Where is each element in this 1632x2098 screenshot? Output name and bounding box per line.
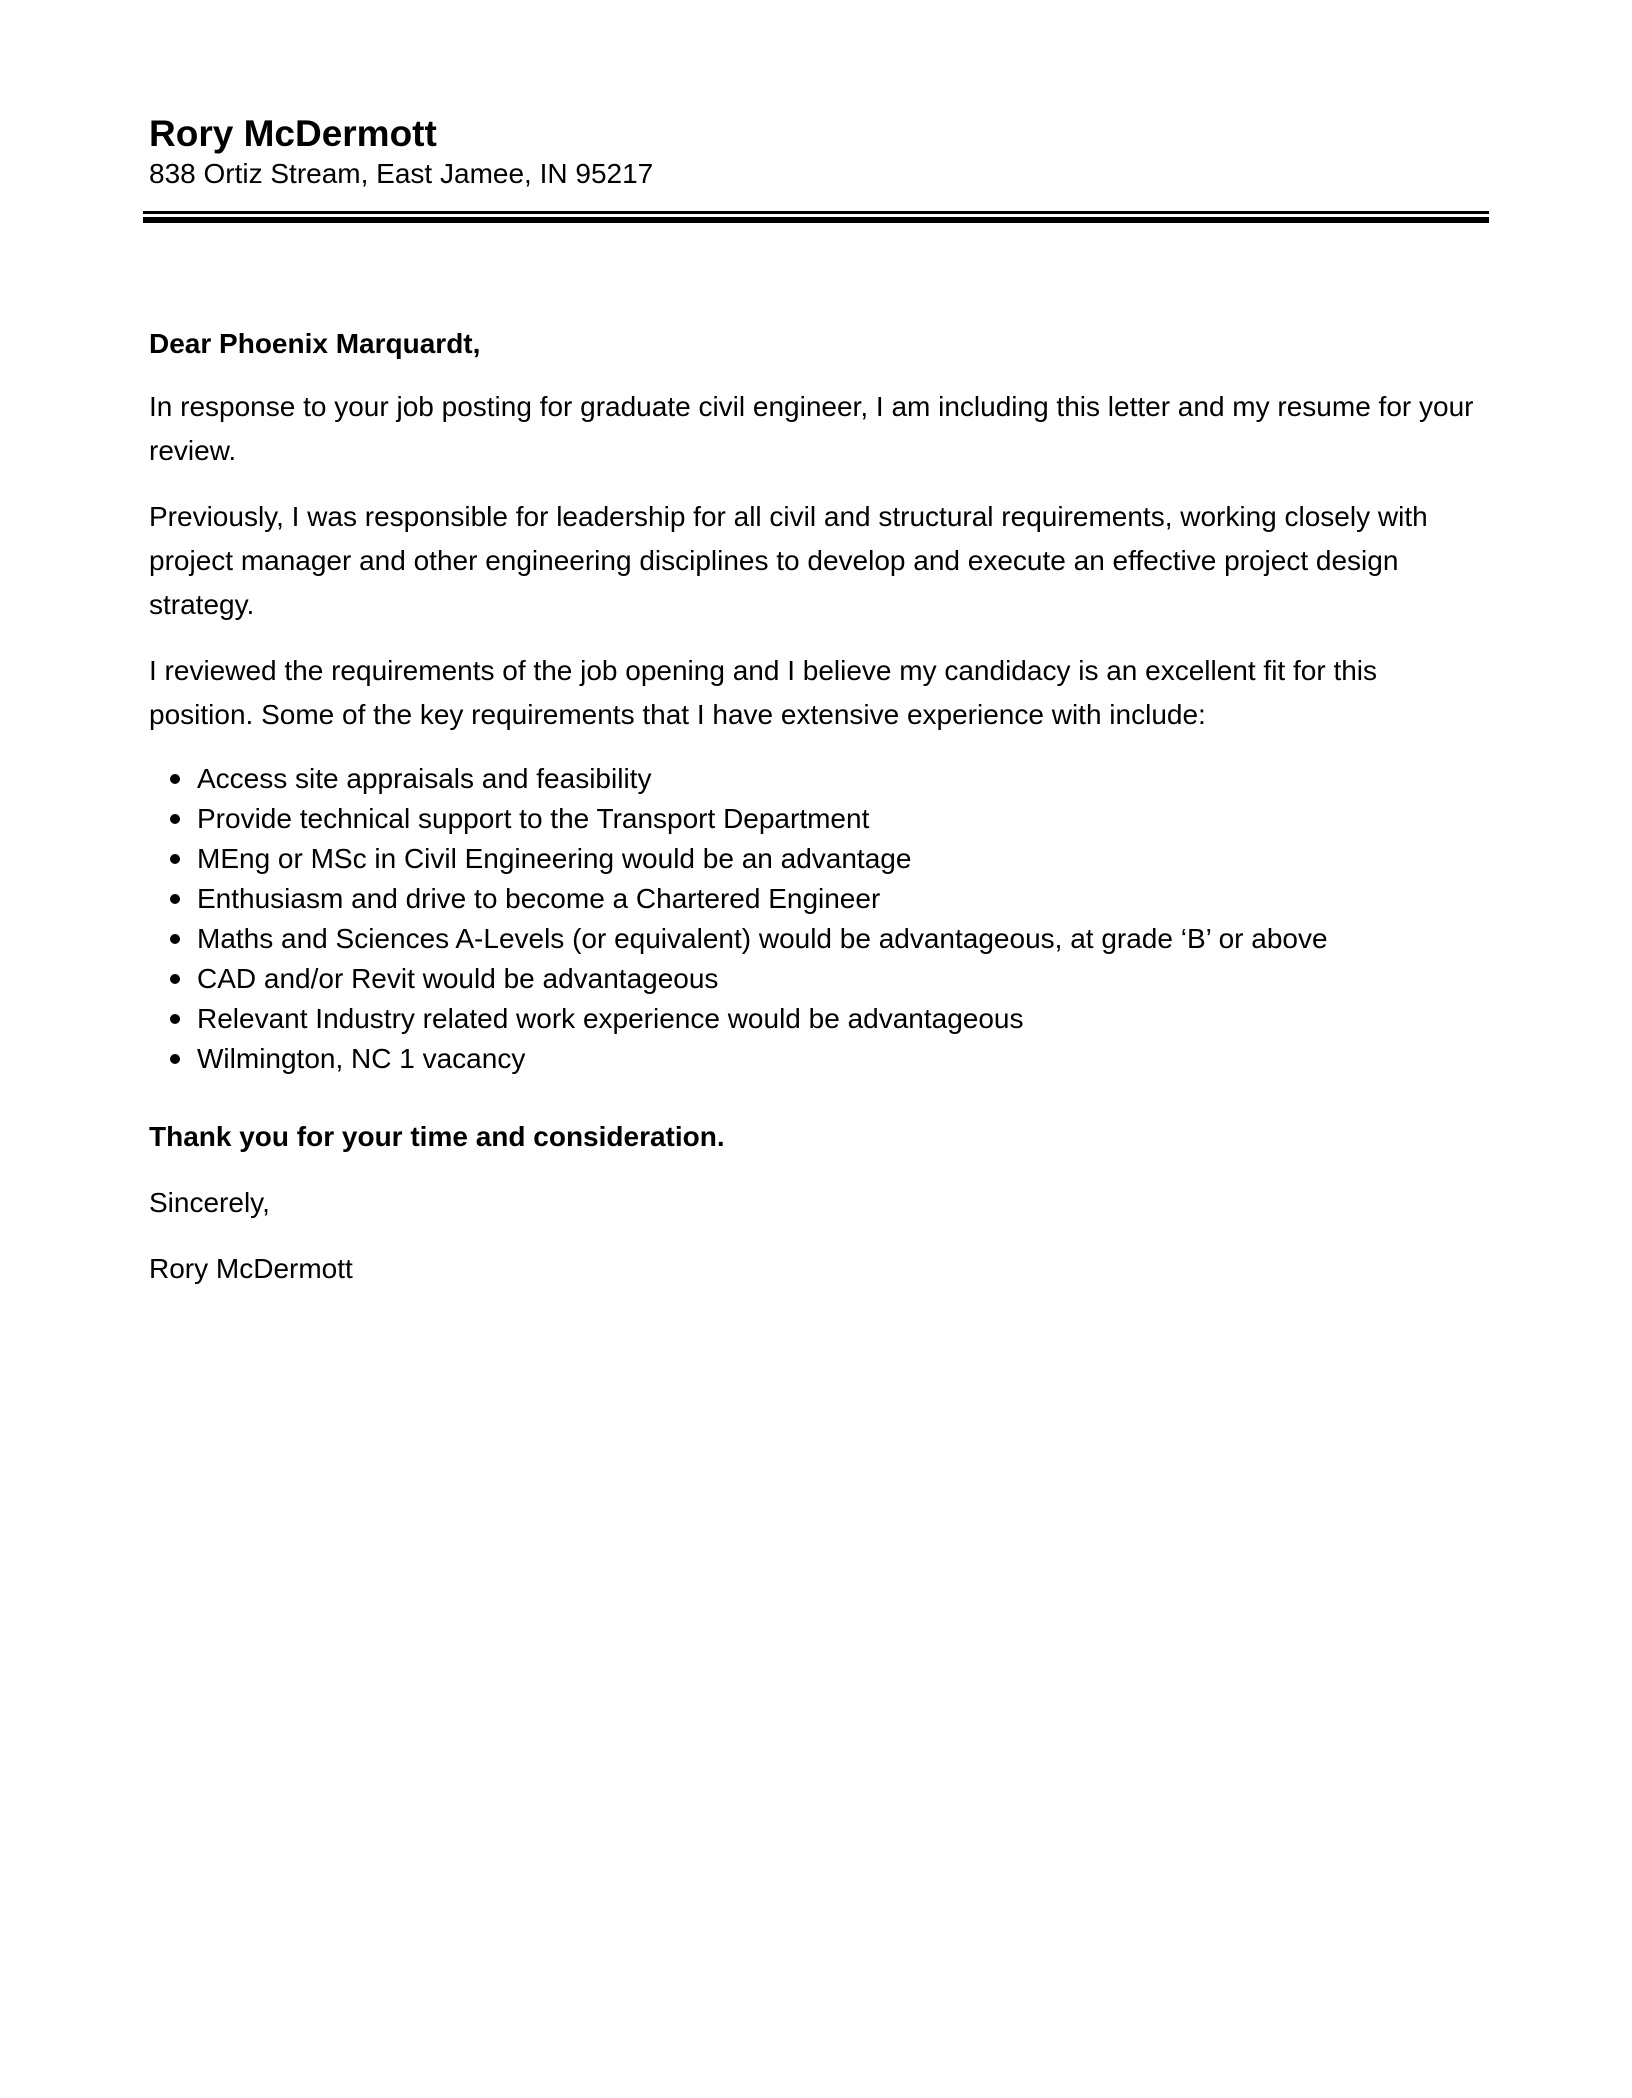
divider-thick-line bbox=[143, 217, 1489, 223]
sender-address: 838 Ortiz Stream, East Jamee, IN 95217 bbox=[149, 158, 654, 189]
bullet-icon bbox=[170, 814, 180, 824]
paragraph-intro: In response to your job posting for graduate civil engineer, I am including this letter and my resume for your review. bbox=[149, 391, 1474, 466]
bullet-icon bbox=[170, 854, 180, 864]
list-item-text: Wilmington, NC 1 vacancy bbox=[197, 1043, 526, 1074]
list-item bbox=[149, 759, 1489, 799]
list-item bbox=[149, 1039, 1489, 1079]
bullet-icon bbox=[170, 1054, 180, 1064]
list-item bbox=[149, 919, 1489, 959]
bullet-icon bbox=[170, 974, 180, 984]
sender-name: Rory McDermott bbox=[149, 113, 437, 154]
list-item-text: Maths and Sciences A-Levels (or equivalent) would be advantageous, at grade ‘B’ or above bbox=[197, 923, 1328, 954]
letter-body bbox=[149, 322, 1489, 1313]
salutation: Dear Phoenix Marquardt, bbox=[149, 328, 481, 359]
requirements-list bbox=[149, 759, 1489, 1079]
signature-name: Rory McDermott bbox=[149, 1253, 353, 1284]
list-item bbox=[149, 999, 1489, 1039]
list-item-text: MEng or MSc in Civil Engineering would be an advantage bbox=[197, 843, 912, 874]
list-item-text: Access site appraisals and feasibility bbox=[197, 763, 652, 794]
list-item-text: Relevant Industry related work experience would be advantageous bbox=[197, 1003, 1024, 1034]
list-item-text: CAD and/or Revit would be advantageous bbox=[197, 963, 719, 994]
bullet-icon bbox=[170, 894, 180, 904]
list-item bbox=[149, 799, 1489, 839]
list-item bbox=[149, 839, 1489, 879]
paragraph-requirements-intro: I reviewed the requirements of the job opening and I believe my candidacy is an excellent fit for this position. Some of the key requirements that I have extensive experience with include: bbox=[149, 655, 1378, 730]
paragraph-experience: Previously, I was responsible for leadership for all civil and structural requirements, working closely with project manager and other engineering disciplines to develop and execute an effective project design strategy. bbox=[149, 501, 1428, 620]
bullet-icon bbox=[170, 1014, 180, 1024]
divider-thin-line bbox=[143, 211, 1489, 214]
list-item-text: Provide technical support to the Transport Department bbox=[197, 803, 870, 834]
closing-line: Thank you for your time and consideration. bbox=[149, 1121, 725, 1152]
list-item bbox=[149, 959, 1489, 999]
header-divider bbox=[143, 211, 1489, 223]
signoff: Sincerely, bbox=[149, 1187, 270, 1218]
bullet-icon bbox=[170, 934, 180, 944]
bullet-icon bbox=[170, 774, 180, 784]
letter-header bbox=[149, 112, 1489, 192]
list-item bbox=[149, 879, 1489, 919]
list-item-text: Enthusiasm and drive to become a Chartered Engineer bbox=[197, 883, 881, 914]
